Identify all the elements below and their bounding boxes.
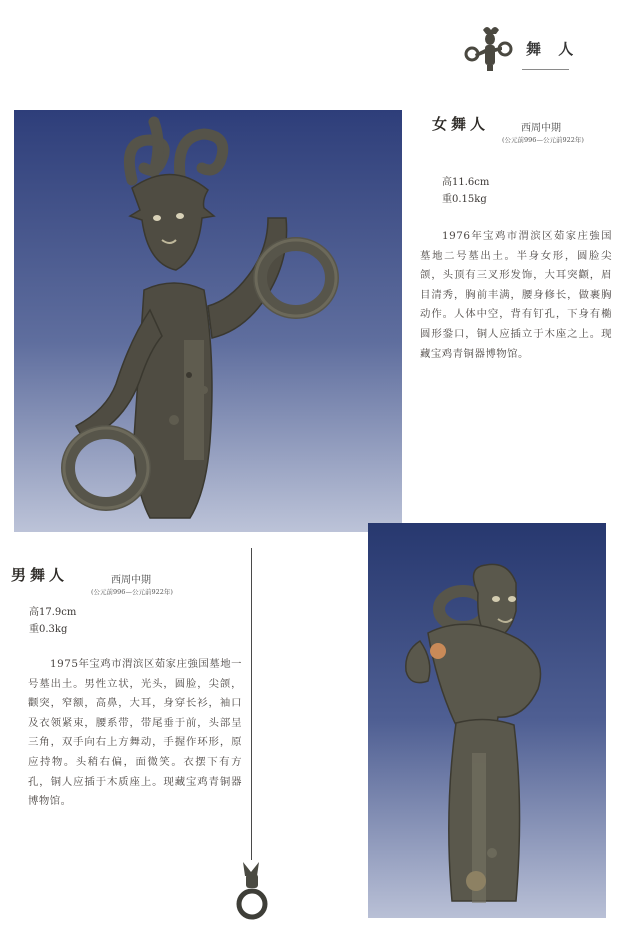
male-date-range: (公元前996—公元前922年) (91, 588, 173, 596)
male-title: 男舞人 (11, 566, 69, 584)
male-weight: 重0.3kg (29, 624, 68, 635)
female-title: 女舞人 (432, 115, 490, 133)
dancer-figure-icon (463, 22, 517, 74)
female-date-range: (公元前996—公元前922年) (502, 136, 584, 144)
female-weight: 重0.15kg (442, 194, 487, 205)
ring-pendant-icon (229, 856, 275, 924)
header-ornament (463, 22, 517, 74)
section-title: 舞 人 (526, 40, 580, 58)
female-dynasty: 西周中期 (521, 123, 561, 134)
female-height: 高11.6cm (442, 177, 490, 188)
ring-pendant-ornament (229, 856, 275, 924)
female-description: 1976年宝鸡市渭滨区茹家庄強国墓地二号墓出土。半身女形，圆脸尖颌，头顶有三叉形发饰，大耳突颧，眉目清秀，胸前丰满，腰身修长，做裹胸动作。人体中空，背有钉孔，下身有椭圆形銎口，铜人应插立于木座之上。现藏宝鸡青铜器博物馆。 (420, 230, 612, 360)
female-dancer-photo (14, 110, 402, 532)
vertical-divider-line (251, 548, 252, 860)
male-dancer-photo (368, 523, 606, 918)
male-height: 高17.9cm (29, 607, 77, 618)
male-description: 1975年宝鸡市渭滨区茹家庄強国墓地一号墓出土。男性立状，光头，圆脸，尖颌，颧突，窄额，高鼻，大耳，身穿长衫，袖口及衣领紧束，腰系带，带尾垂于前，头部呈三角，双手向右上方舞动，手握作环形，原应持物。头稍右偏，面微笑。衣摆下有方孔，铜人应插于木质座上。现藏宝鸡青铜器博物馆。 (28, 658, 242, 808)
male-dynasty: 西周中期 (111, 575, 151, 586)
header-divider (522, 69, 569, 70)
